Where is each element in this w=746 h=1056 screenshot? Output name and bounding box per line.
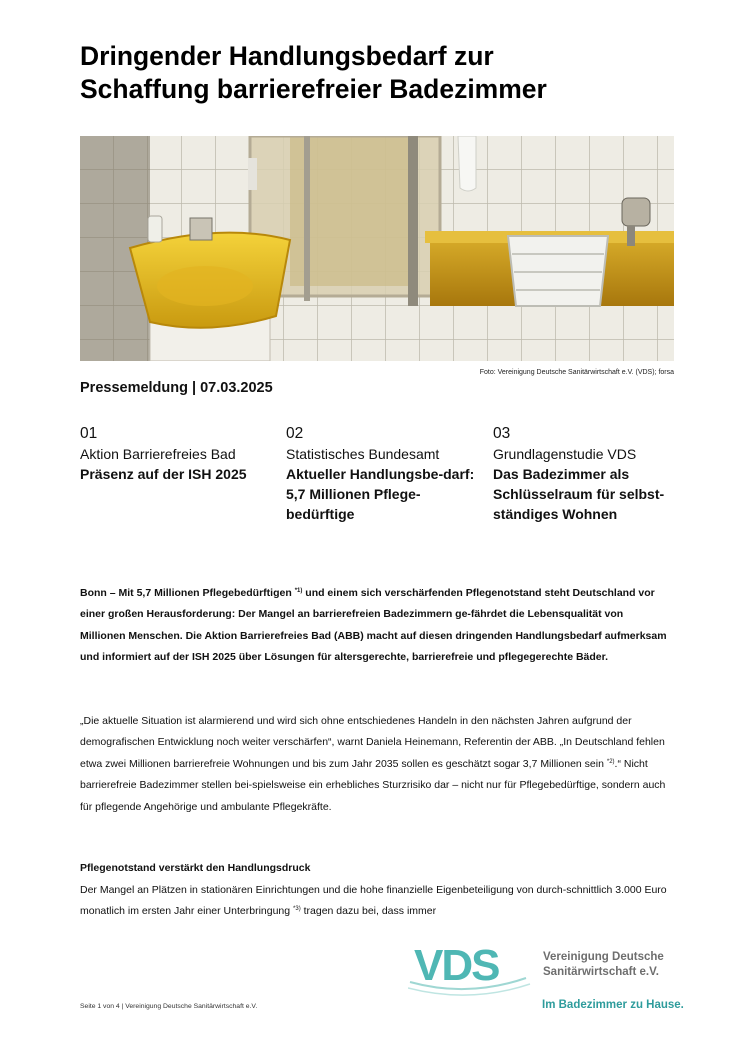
page-footer: Seite 1 von 4 | Vereinigung Deutsche Sanitärwirtschaft e.V. xyxy=(80,1003,258,1010)
topic-kicker: Statistisches Bundesamt xyxy=(286,446,440,462)
topic-number: 02 xyxy=(286,425,304,442)
section-heading: Pflegenotstand verstärkt den Handlungsdruck xyxy=(80,862,311,874)
topic-number: 03 xyxy=(493,425,511,442)
vds-logo-mark xyxy=(408,938,533,1003)
topic-headline: Aktueller Handlungsbe-darf: 5,7 Millionen Pflege-bedürftige xyxy=(286,466,475,522)
lead-text: und einem sich verschärfenden Pflegenotstand steht Deutschland vor einer großen Herausforderung: Der Mangel an barrierefreien Badezimmern ge-fährdet die Lebensqualität von Millionen Menschen. Die Aktion Barrierefreies Bad (ABB) macht auf diesen dringenden Handlungsbedarf aufmerksam und informiert auf der ISH 2025 über Lösungen für altersgerechte, barrierefreie und pflegegerechte Bäder. xyxy=(80,587,667,664)
title-line-2: Schaffung barrierefreier Badezimmer xyxy=(80,74,547,104)
topic-kicker: Aktion Barrierefreies Bad xyxy=(80,446,236,462)
section-paragraph xyxy=(80,880,680,923)
topic-column-2 xyxy=(286,424,486,524)
quote-paragraph xyxy=(80,711,680,818)
footnote-ref: *3) xyxy=(293,906,301,913)
lead-text: Bonn – Mit 5,7 Millionen Pflegebedürftigen xyxy=(80,587,295,599)
lead-paragraph xyxy=(80,583,670,669)
body-text: tragen dazu bei, dass immer xyxy=(300,905,437,918)
topic-number: 01 xyxy=(80,425,98,442)
topic-column-3 xyxy=(493,424,693,524)
logo-text: VDS xyxy=(414,941,499,990)
topic-column-1 xyxy=(80,424,280,484)
footnote-ref: *2) xyxy=(606,758,615,765)
document-title xyxy=(80,40,700,106)
bathroom-photo xyxy=(80,136,674,361)
organization-name-line-2: Sanitärwirtschaft e.V. xyxy=(543,966,659,978)
organization-name xyxy=(543,950,664,980)
logo-tagline: Im Badezimmer zu Hause. xyxy=(542,999,684,1011)
photo-caption: Foto: Vereinigung Deutsche Sanitärwirtschaft e.V. (VDS); forsa xyxy=(479,369,674,376)
body-text: .“ Nicht barrierefreie Badezimmer stellen bei-spielsweise ein erhebliches Sturzrisiko dar – nicht nur für Pflegebedürftige, sondern auch für pflegende Angehörige und ambulante Pflegekräfte. xyxy=(80,757,666,813)
topic-headline: Präsenz auf der ISH 2025 xyxy=(80,466,247,482)
body-text: „Die aktuelle Situation ist alarmierend und wird sich ohne entschiedenes Handeln in den nächsten Jahren aufgrund der demografischen Entwicklung noch weiter verschärfen“, warnt Daniela Heinemann, Referentin der ABB. „In Deutschland fehlen etwa zwei Millionen barrierefreie Wohnungen und bis zum Jahr 2035 sollen es geschätzt sogar 3,7 Millionen sein xyxy=(80,715,665,770)
title-line-1: Dringender Handlungsbedarf zur xyxy=(80,41,494,71)
topic-headline: Das Badezimmer als Schlüsselraum für selbst-ständiges Wohnen xyxy=(493,466,665,522)
body-text: Der Mangel an Plätzen in stationären Einrichtungen und die hohe finanzielle Eigenbeteiligung von durch-schnittlich 3.000 Euro monatlich im ersten Jahr einer Unterbringung xyxy=(80,884,667,918)
footnote-ref: *1) xyxy=(294,588,303,594)
topic-kicker: Grundlagenstudie VDS xyxy=(493,446,637,462)
organization-name-line-1: Vereinigung Deutsche xyxy=(543,951,664,963)
press-release-date: Pressemeldung | 07.03.2025 xyxy=(80,380,273,396)
